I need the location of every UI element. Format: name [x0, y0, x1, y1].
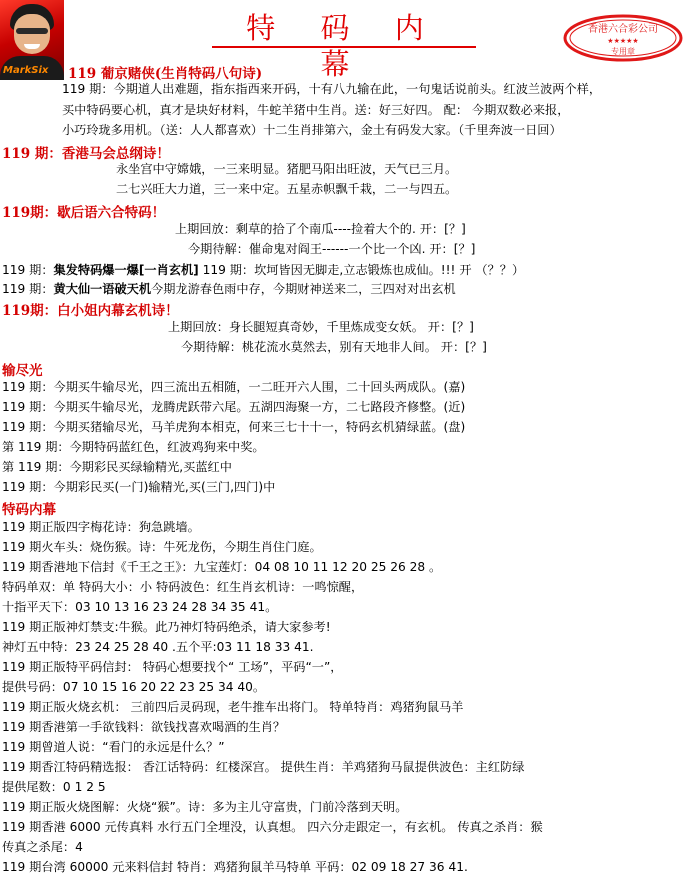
temaneimu-line: 119 期正版火烧图解：火烧“猴”。诗：多为主儿守富贵，门前冷落到天明。 [2, 800, 408, 814]
seal-subtext: 专用章 [611, 47, 635, 56]
temaneimu-line: 119 期火车头：烧伤猴。诗：牛死龙伤，今期生肖住门庭。 [2, 540, 322, 554]
temaneimu-line: 119 期曾道人说：“看门的永远是什么？” [2, 740, 225, 754]
jifa-line: 119 期：集发特码爆一爆[一肖玄机] 119 期：坎坷皆因无脚走,立志锻炼也成仙。!!! 开 （？？） [2, 263, 525, 277]
section-heading-xiehouyu: 119期：歇后语六合特码！ [2, 205, 166, 221]
xiehouyu-this-issue: 今期待解：催命鬼对阎王------一个比一个凶. 开：[？] [188, 242, 476, 256]
section-heading-shujinguang: 输尽光 [2, 363, 43, 379]
jifa-heading: 集发特码爆一爆[一肖玄机] [53, 263, 199, 277]
xiehouyu-last-issue: 上期回放：剩草的拾了个南瓜----捡着大个的. 开：[？] [175, 222, 466, 236]
section-heading-temaneimu: 特码内幕 [2, 502, 56, 518]
photo-watermark: MarkSix [3, 65, 49, 76]
wongtaisin-line: 119 期：黄大仙一语破天机今期龙游春色雨中存，今期财神送来二，三四对对出玄机 [2, 282, 456, 296]
shujinguang-line: 119 期：今期买牛输尽光，四三流出五相随，一二旺开六人围，二十回头两成队。(嘉) [2, 380, 466, 394]
wongtaisin-heading: 黄大仙一语破天机 [53, 282, 152, 296]
temaneimu-line: 119 期香港 6000 元传真料 水行五门全埋没，认真想。 四六分走跟定一，有玄机。 传真之杀肖：猴 [2, 820, 543, 834]
page-title: 特 码 内 幕 [212, 10, 476, 48]
baixiaojie-last-issue: 上期回放：身长腿短真奇妙，千里炼成变女妖。 开：[？] [168, 320, 474, 334]
temaneimu-line: 十指平天下：03 10 13 16 23 24 28 34 35 41。 [2, 600, 278, 614]
author-photo [0, 0, 64, 80]
seal-stars: ★★★★★ [607, 37, 639, 45]
pujing-line: 买中特码要心机，真才是块好材料，牛蛇羊猪中生肖。送：好三好四。 配： 今期双数必来报， [62, 103, 570, 117]
temaneimu-line: 119 期正版神灯禁支:牛猴。此乃神灯特码绝杀，请大家参考! [2, 620, 331, 634]
shujinguang-line: 119 期：今期买猪输尽光，马羊虎狗本相克，何来三七十十一，特码玄机猜绿蓝。(盘) [2, 420, 466, 434]
company-seal [562, 14, 684, 62]
shujinguang-line: 第 119 期：今期彩民买绿输精光,买蓝红中 [2, 460, 232, 474]
shujinguang-line: 第 119 期：今期特码蓝红色，红波鸡狗来中奖。 [2, 440, 265, 454]
section-heading-baixiaojie: 119期：白小姐内幕玄机诗！ [2, 303, 179, 319]
temaneimu-line: 119 期正版四字梅花诗：狗急跳墙。 [2, 520, 200, 534]
temaneimu-line: 特码单双：单 特码大小：小 特码波色：红生肖玄机诗：一鸣惊醒， [2, 580, 364, 594]
temaneimu-line: 119 期正版火烧玄机： 三前四后灵码现，老牛推车出将门。 特单特肖：鸡猪狗鼠马羊 [2, 700, 464, 714]
temaneimu-line: 119 期正版特平码信封： 特码心想要找个“ 工场”，平码“一”， [2, 660, 343, 674]
temaneimu-line: 119 期香港第一手欲钱料：欲钱找喜欢喝酒的生肖？ [2, 720, 286, 734]
baixiaojie-this-issue: 今期待解：桃花流水莫然去，别有天地非人间。 开：[？] [181, 340, 487, 354]
section-heading-jockey-club: 119 期：香港马会总纲诗！ [2, 146, 170, 162]
shujinguang-line: 119 期：今期买牛输尽光，龙腾虎跃带六尾。五湖四海聚一方，二七路段齐修整。(近) [2, 400, 466, 414]
jockey-club-line: 二七兴旺大力道，三一来中定。五星赤帜飘千栽，二一与四五。 [116, 182, 458, 196]
pujing-line: 小巧玲珑多用机。（送：人人都喜欢）十二生肖排第六，金土有码发大家。（千里奔波一日回） [62, 123, 562, 137]
shujinguang-line: 119 期：今期彩民买(一门)输精光,买(三门,四门)中 [2, 480, 276, 494]
temaneimu-line: 119 期香港地下信封《千王之王》：九宝莲灯：04 08 10 11 12 20 25 26 28 。 [2, 560, 442, 574]
temaneimu-line: 神灯五中特：23 24 25 28 40 .五个平:03 11 18 33 41. [2, 640, 314, 654]
pujing-line: 119 期：今期道人出难题，指东指西来开码，十有八九输在此，一句鬼话说前头。红波兰波两个样， [62, 82, 602, 96]
seal-text: 香港六合彩公司 [588, 24, 658, 35]
temaneimu-line: 119 期台湾 60000 元来料信封 特肖：鸡猪狗鼠羊马特单 平码：02 09 18 27 36 41. [2, 860, 468, 874]
temaneimu-line: 传真之杀尾：4 [2, 840, 83, 854]
section-heading-pujing: 119 葡京赌侠(生肖特码八句诗) [68, 66, 263, 82]
temaneimu-line: 119 期香江特码精选报： 香江话特码：红楼深宫。 提供生肖：羊鸡猪狗马鼠提供波色：主红防绿 [2, 760, 525, 774]
temaneimu-line: 提供尾数：0 1 2 5 [2, 780, 106, 794]
temaneimu-line: 提供号码：07 10 15 16 20 22 23 25 34 40。 [2, 680, 266, 694]
jockey-club-line: 永坐宫中守嫦娥，一三来明显。猪肥马阳出旺波，天气已三月。 [116, 162, 458, 176]
